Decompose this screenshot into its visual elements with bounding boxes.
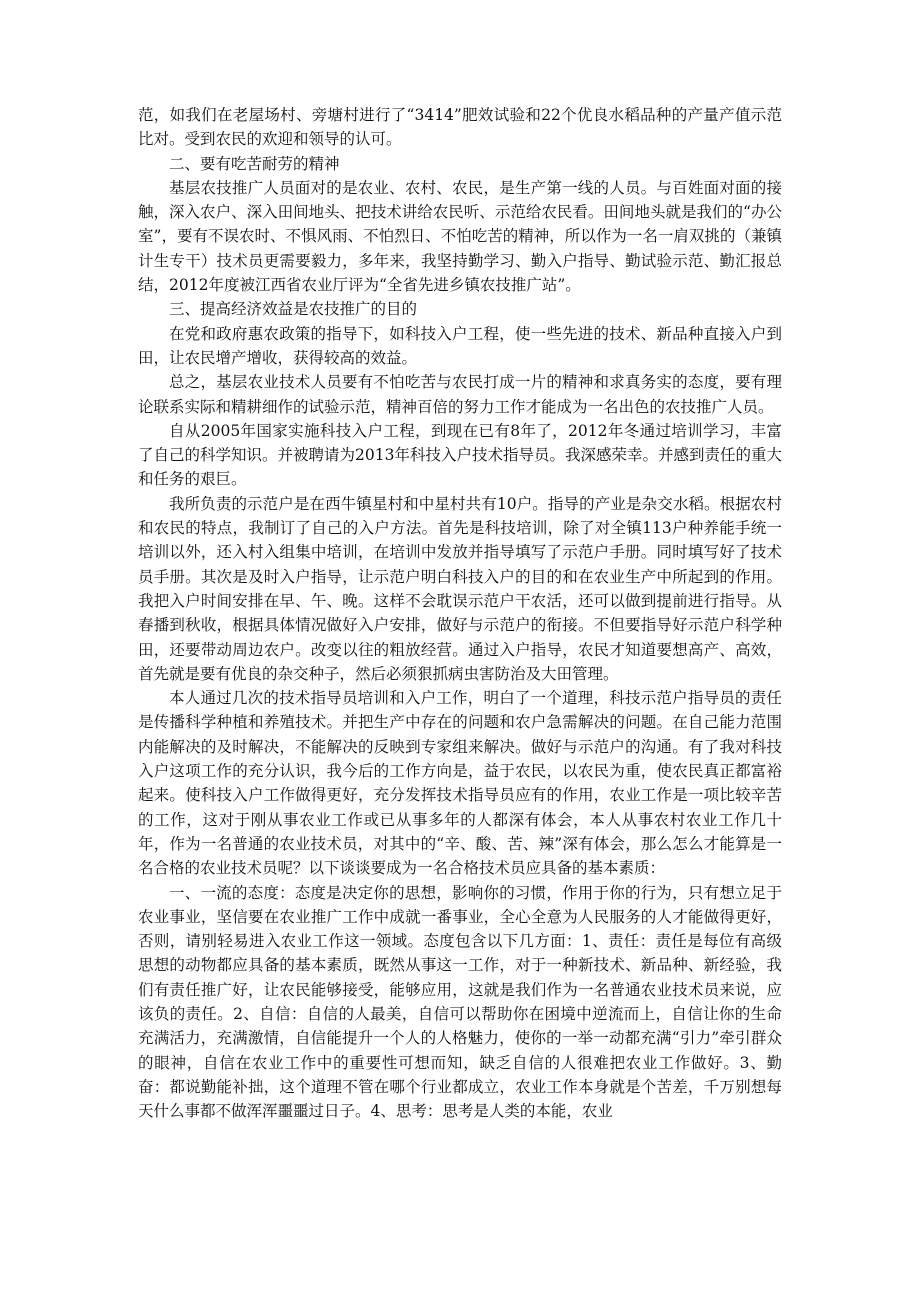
document-page — [138, 103, 782, 1123]
paragraph-policy: 在党和政府惠农政策的指导下，如科技入户工程，使一些先进的技术、新品种直接入户到田，让农民增产增收，获得较高的效益。 — [138, 324, 782, 367]
paragraph-since-2005: 自从2005年国家实施科技入户工程，到现在已有8年了，2012年冬通过培训学习，丰富了自己的科学知识。并被聘请为2013年科技入户技术指导员。我深感荣幸。并感到责任的重大和任务的艰巨。 — [138, 421, 782, 489]
paragraph-grassroots-work: 基层农技推广人员面对的是农业、农村、农民，是生产第一线的人员。与百姓面对面的接触，深入农户、深入田间地头、把技术讲给农民听、示范给农民看。田间地头就是我们的“办公室”，要有不误农时、不惧风雨、不怕烈日、不怕吃苦的精神，所以作为一名一肩双挑的（兼镇计生专干）技术员更需要毅力，多年来，我坚持勤学习、勤入户指导、勤试验示范、勤汇报总结，2012年度被江西省农业厅评为“全省先进乡镇农技推广站”。 — [138, 178, 782, 295]
paragraph-attitude: 一、一流的态度：态度是决定你的思想，影响你的习惯，作用于你的行为，只有想立足于农业事业，坚信要在农业推广工作中成就一番事业，全心全意为人民服务的人才能做得更好，否则，请别轻易进入农业工作这一领域。态度包含以下几方面：1、责任：责任是每位有高级思想的动物都应具备的基本素质，既然从事这一工作，对于一种新技术、新品种、新经验，我们有责任推广好，让农民能够接受，能够应用，这就是我们作为一名普通农业技术员来说，应该负的责任。2、自信：自信的人最美，自信可以帮助你在困境中逆流而上，自信让你的生命充满活力，充满激情，自信能提升一个人的人格魅力，使你的一举一动都充满“引力”牵引群众的眼神，自信在农业工作中的重要性可想而知，缺乏自信的人很难把农业工作做好。3、勤奋：都说勤能补拙，这个道理不管在哪个行业都成立，农业工作本身就是个苦差，千万别想每天什么事都不做浑浑噩噩过日子。4、思考：思考是人类的本能，农业 — [138, 883, 782, 1121]
paragraph-summary: 总之，基层农业技术人员要有不怕吃苦与农民打成一片的精神和求真务实的态度，要有理论联系实际和精耕细作的试验示范，精神百倍的努力工作才能成为一名出色的农技推广人员。 — [138, 373, 782, 416]
paragraph-demo-households: 我所负责的示范户是在西牛镇星村和中星村共有10户。指导的产业是杂交水稻。根据农村和农民的特点，我制订了自己的入户方法。首先是科技培训，除了对全镇113户种养能手统一培训以外，还入村入组集中培训，在培训中发放并指导填写了示范户手册。同时填写好了技术员手册。其次是及时入户指导，让示范户明白科技入户的目的和在农业生产中所起到的作用。我把入户时间安排在早、午、晚。这样不会耽误示范户干农活，还可以做到提前进行指导。从春播到秋收，根据具体情况做好入户安排，做好与示范户的衔接。不但要指导好示范户科学种田，还要带动周边农户。改变以往的粗放经营。通过入户指导，农民才知道要想高产、高效，首先就是要有优良的杂交种子，然后必须狠抓病虫害防治及大田管理。 — [138, 494, 782, 683]
section-heading-two: 二、要有吃苦耐劳的精神 — [169, 154, 340, 173]
paragraph-training-insight: 本人通过几次的技术指导员培训和入户工作，明白了一个道理，科技示范户指导员的责任是传播科学种植和养殖技术。并把生产中存在的问题和农户急需解决的问题。在自己能力范围内能解决的及时解决，不能解决的反映到专家组来解决。做好与示范户的沟通。有了我对科技入户这项工作的充分认识，我今后的工作方向是，益于农民，以农民为重，使农民真正都富裕起来。使科技入户工作做得更好，充分发挥技术指导员应有的作用，农业工作是一项比较辛苦的工作，这对于刚从事农业工作或已从事多年的人都深有体会，本人从事农村农业工作几十年，作为一名普通的农业技术员，对其中的“辛、酸、苦、辣”深有体会，那么怎么才能算是一名合格的农业技术员呢？以下谈谈要成为一名合格技术员应具备的基本素质： — [138, 689, 782, 878]
paragraph-continued-intro: 范，如我们在老屋场村、旁塘村进行了“3414”肥效试验和22个优良水稻品种的产量产值示范比对。受到农民的欢迎和领导的认可。 — [138, 106, 782, 149]
section-heading-three: 三、提高经济效益是农技推广的目的 — [169, 300, 418, 319]
